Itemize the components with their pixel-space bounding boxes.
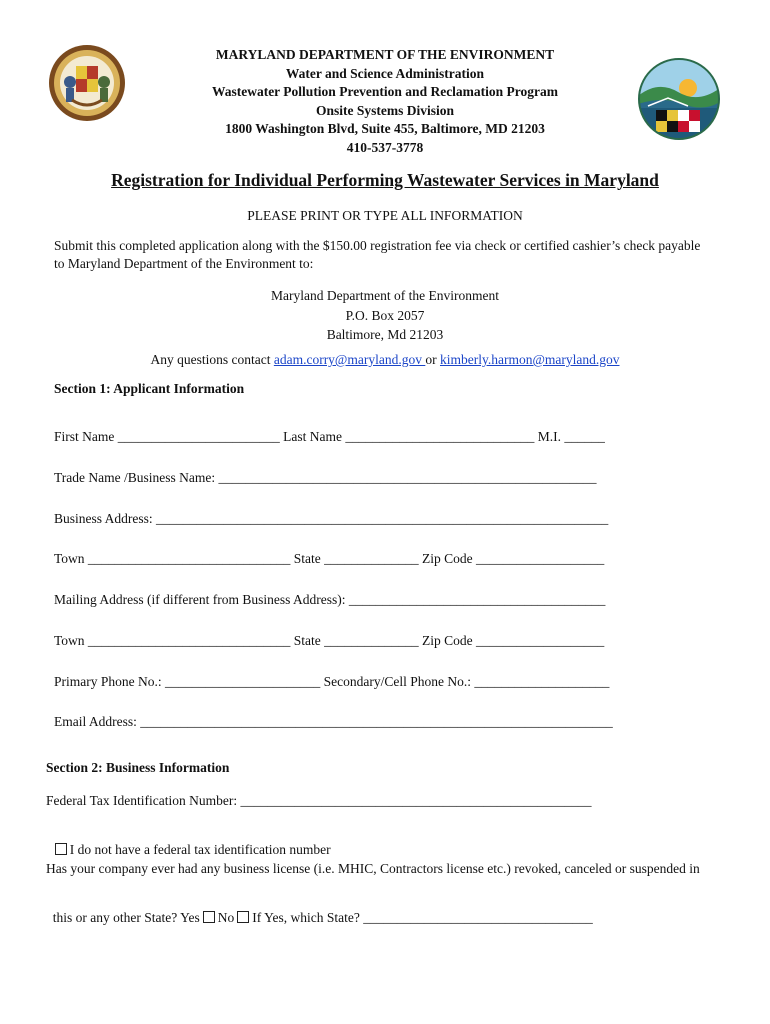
license-question-line-2 (46, 894, 593, 926)
contact-line (0, 351, 770, 369)
no-tax-id-checkbox[interactable] (55, 843, 67, 855)
agency-phone: 410-537-3778 (346, 139, 424, 155)
email-field[interactable]: Email Address: ______________________________________________________________________ (54, 714, 613, 729)
program-name: Wastewater Pollution Prevention and Reclamation Program (211, 84, 559, 99)
business-address-field[interactable]: Business Address: ___________________________________________________________________ (54, 511, 609, 526)
name-field-row[interactable]: First Name ________________________ Last Name ____________________________ M.I. ______ (54, 429, 605, 444)
contact-prefix: Any questions contact (150, 352, 274, 367)
division-name: Onsite Systems Division (315, 102, 454, 118)
phone-field-row[interactable]: Primary Phone No.: _______________________ Secondary/Cell Phone No.: ____________________ (54, 674, 610, 689)
administration-name: Water and Science Administration (285, 65, 485, 81)
address-line-1: Maryland Department of the Environment (271, 288, 499, 303)
section-2-title: Section 2: Business Information (46, 760, 230, 775)
agency-name: MARYLAND DEPARTMENT OF THE ENVIRONMENT (215, 47, 555, 62)
agency-address: 1800 Washington Blvd, Suite 455, Baltimore, MD 21203 (225, 121, 545, 136)
which-state-field[interactable]: If Yes, which State? __________________________________ (252, 910, 593, 925)
tax-id-field[interactable]: Federal Tax Identification Number: ____________________________________________________ (46, 793, 592, 808)
email-link-adam[interactable]: adam.corry@maryland.gov (273, 352, 426, 367)
submit-line-2: to Maryland Department of the Environment to: (54, 256, 314, 271)
address-line-2: P.O. Box 2057 (345, 307, 425, 323)
no-tax-id-row (46, 826, 331, 858)
license-question-line-1: Has your company ever had any business license (i.e. MHIC, Contractors license etc.) revoked, canceled or suspended in (46, 861, 700, 876)
no-label: No (217, 910, 235, 925)
print-instruction: PLEASE PRINT OR TYPE ALL INFORMATION (247, 208, 523, 223)
no-tax-id-label: I do not have a federal tax identification number (69, 842, 331, 857)
form-title: Registration for Individual Performing Wastewater Services in Maryland (111, 170, 659, 190)
town-state-zip-row-2[interactable]: Town ______________________________ State ______________ Zip Code ___________________ (54, 633, 605, 648)
mailing-address-block (0, 286, 770, 345)
maryland-seal-logo (48, 44, 126, 122)
submit-instructions (54, 237, 744, 273)
address-line-3: Baltimore, Md 21203 (326, 327, 444, 342)
section-1-title: Section 1: Applicant Information (54, 381, 245, 396)
license-question-prefix: this or any other State? Yes (52, 910, 200, 925)
email-link-kimberly[interactable]: kimberly.harmon@maryland.gov (439, 352, 620, 367)
mailing-address-field[interactable]: Mailing Address (if different from Business Address): ______________________________________ (54, 592, 606, 607)
contact-or: or (425, 352, 440, 367)
yes-checkbox[interactable] (203, 911, 215, 923)
submit-line-1: Submit this completed application along with the $150.00 registration fee via check or certified cashier’s check payable (54, 238, 701, 253)
trade-name-field[interactable]: Trade Name /Business Name: ________________________________________________________ (54, 470, 597, 485)
town-state-zip-row-1[interactable]: Town ______________________________ State ______________ Zip Code ___________________ (54, 551, 605, 566)
no-checkbox[interactable] (237, 911, 249, 923)
mde-logo (638, 58, 720, 140)
